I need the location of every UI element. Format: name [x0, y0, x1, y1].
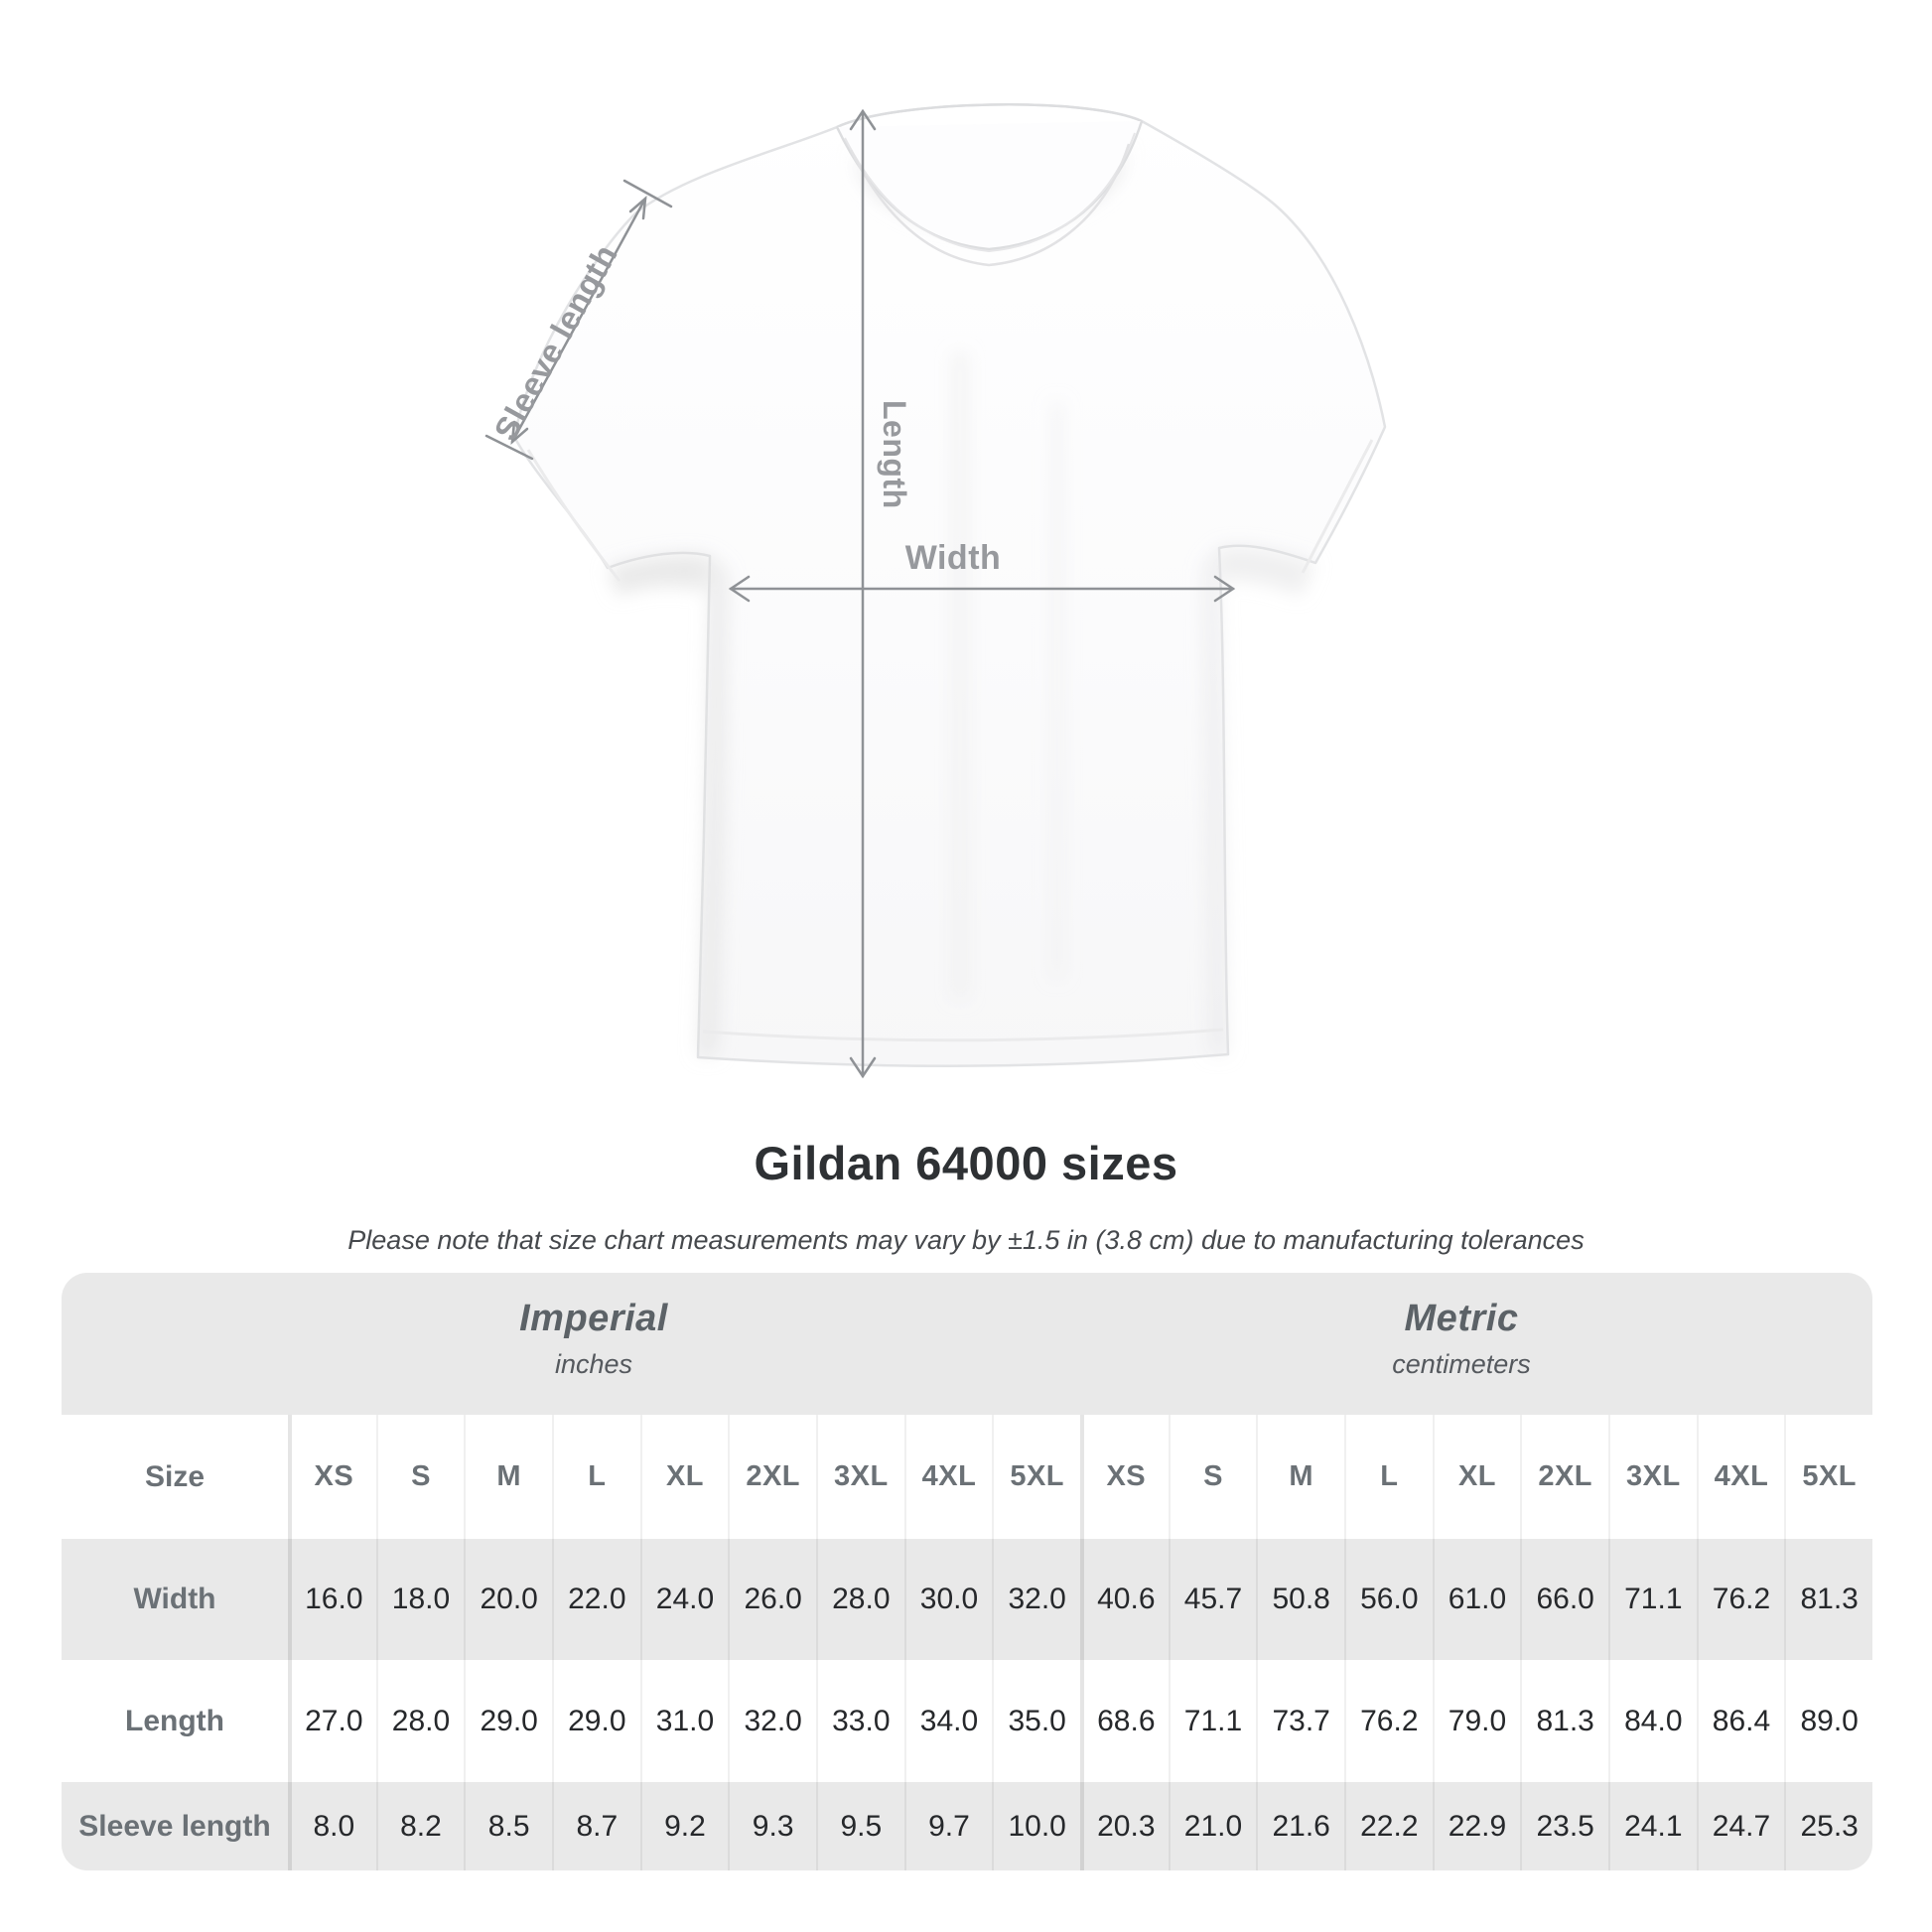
- measure-sleeve-length-cell: 24.7: [1697, 1782, 1785, 1870]
- page-title: Gildan 64000 sizes: [754, 1137, 1178, 1189]
- size-header-cell: S: [376, 1415, 465, 1539]
- measure-sleeve-length-cell: 8.0: [288, 1782, 376, 1870]
- measure-width-cell: 71.1: [1608, 1539, 1697, 1660]
- measure-length-cell: 81.3: [1520, 1660, 1608, 1782]
- measure-width-label: Width: [133, 1583, 216, 1615]
- measure-length-cell: 29.0: [464, 1660, 552, 1782]
- measure-width-cell: 16.0: [288, 1539, 376, 1660]
- size-header-cell: 2XL: [728, 1415, 816, 1539]
- size-header-cell: L: [1344, 1415, 1433, 1539]
- width-annotation: Width: [904, 539, 1002, 577]
- size-chart-table: [62, 1273, 1872, 1870]
- metric-title: Metric: [1404, 1298, 1519, 1339]
- measure-length-cell: 29.0: [552, 1660, 640, 1782]
- sleeve-length-annotation: Sleeve length: [486, 237, 624, 447]
- measure-length-cell: 73.7: [1256, 1660, 1344, 1782]
- measure-length-cell: 76.2: [1344, 1660, 1433, 1782]
- measure-sleeve-length-cell: 9.3: [728, 1782, 816, 1870]
- measure-width-cell: 30.0: [904, 1539, 993, 1660]
- measure-sleeve-length-cell: 25.3: [1784, 1782, 1872, 1870]
- measure-width-cell: 45.7: [1169, 1539, 1257, 1660]
- tshirt-shape: [514, 104, 1385, 1065]
- tshirt-illustration: [357, 55, 1598, 1147]
- measure-length-cell: 33.0: [816, 1660, 904, 1782]
- measure-length-cell: 79.0: [1433, 1660, 1521, 1782]
- size-header-cell: 4XL: [1697, 1415, 1785, 1539]
- size-header-row: [62, 1415, 1872, 1539]
- measure-width-cell: 28.0: [816, 1539, 904, 1660]
- measure-width-cell: 18.0: [376, 1539, 465, 1660]
- measure-length-cell: 28.0: [376, 1660, 465, 1782]
- measure-length-cell: 68.6: [1080, 1660, 1169, 1782]
- measure-sleeve-length-cell: 22.9: [1433, 1782, 1521, 1870]
- imperial-unit: inches: [554, 1349, 633, 1379]
- measure-sleeve-length-cell: 24.1: [1608, 1782, 1697, 1870]
- measure-width-cell: 26.0: [728, 1539, 816, 1660]
- size-header-cell: 5XL: [1784, 1415, 1872, 1539]
- measure-width-cell: 81.3: [1784, 1539, 1872, 1660]
- size-header-cell: 2XL: [1520, 1415, 1608, 1539]
- measure-sleeve-length-cell: 21.0: [1169, 1782, 1257, 1870]
- measure-sleeve-length-cell: 8.2: [376, 1782, 465, 1870]
- measure-length-cell: 27.0: [288, 1660, 376, 1782]
- measure-sleeve-length-cell: 9.2: [640, 1782, 729, 1870]
- size-header-cell: 5XL: [992, 1415, 1080, 1539]
- measure-sleeve-length-label: Sleeve length: [78, 1809, 271, 1843]
- measure-width-cell: 56.0: [1344, 1539, 1433, 1660]
- measure-sleeve-length-cell: 23.5: [1520, 1782, 1608, 1870]
- size-header-cell: XS: [288, 1415, 376, 1539]
- measure-length-cell: 35.0: [992, 1660, 1080, 1782]
- measure-sleeve-length-cell: 8.7: [552, 1782, 640, 1870]
- imperial-title: Imperial: [519, 1298, 668, 1339]
- measure-width-cell: 61.0: [1433, 1539, 1521, 1660]
- measure-length-cell: 32.0: [728, 1660, 816, 1782]
- size-header-label: Size: [144, 1459, 206, 1493]
- size-header-cell: L: [552, 1415, 640, 1539]
- measure-width-cell: 40.6: [1080, 1539, 1169, 1660]
- size-header-cell: XL: [1433, 1415, 1521, 1539]
- measure-length-cell: 31.0: [640, 1660, 729, 1782]
- size-header-cell: 4XL: [904, 1415, 993, 1539]
- measure-length-label: Length: [125, 1704, 224, 1737]
- measure-length-cell: 86.4: [1697, 1660, 1785, 1782]
- measure-width-cell: 24.0: [640, 1539, 729, 1660]
- measure-width-row: [62, 1539, 1872, 1660]
- measure-sleeve-length-cell: 20.3: [1080, 1782, 1169, 1870]
- measure-width-cell: 32.0: [992, 1539, 1080, 1660]
- measure-sleeve-length-cell: 21.6: [1256, 1782, 1344, 1870]
- measure-width-cell: 50.8: [1256, 1539, 1344, 1660]
- measure-length-cell: 84.0: [1608, 1660, 1697, 1782]
- measure-sleeve-length-cell: 9.7: [904, 1782, 993, 1870]
- measure-sleeve-length-cell: 10.0: [992, 1782, 1080, 1870]
- size-header-cell: 3XL: [1608, 1415, 1697, 1539]
- measure-length-cell: 89.0: [1784, 1660, 1872, 1782]
- size-header-cell: M: [1256, 1415, 1344, 1539]
- unit-header-band: [62, 1273, 1872, 1415]
- measure-sleeve-length-cell: 9.5: [816, 1782, 904, 1870]
- measure-sleeve-length-row: [62, 1782, 1872, 1870]
- size-header-cell: S: [1169, 1415, 1257, 1539]
- size-header-cell: XL: [640, 1415, 729, 1539]
- measure-sleeve-length-cell: 8.5: [464, 1782, 552, 1870]
- imperial-header: [62, 1273, 1080, 1415]
- measure-length-cell: 71.1: [1169, 1660, 1257, 1782]
- tolerance-note: Please note that size chart measurements may vary by ±1.5 in (3.8 cm) due to manufacturing tolerances: [347, 1225, 1585, 1255]
- size-header-cell: M: [464, 1415, 552, 1539]
- measure-width-cell: 20.0: [464, 1539, 552, 1660]
- size-header-cell: 3XL: [816, 1415, 904, 1539]
- table-rows: [62, 1415, 1872, 1870]
- measure-length-row: [62, 1660, 1872, 1782]
- length-annotation: Length: [877, 400, 912, 509]
- metric-unit: centimeters: [1392, 1349, 1531, 1379]
- metric-header: [1080, 1273, 1872, 1415]
- measure-width-cell: 76.2: [1697, 1539, 1785, 1660]
- measure-width-cell: 66.0: [1520, 1539, 1608, 1660]
- size-header-cell: XS: [1080, 1415, 1169, 1539]
- measure-sleeve-length-cell: 22.2: [1344, 1782, 1433, 1870]
- measure-length-cell: 34.0: [904, 1660, 993, 1782]
- measure-width-cell: 22.0: [552, 1539, 640, 1660]
